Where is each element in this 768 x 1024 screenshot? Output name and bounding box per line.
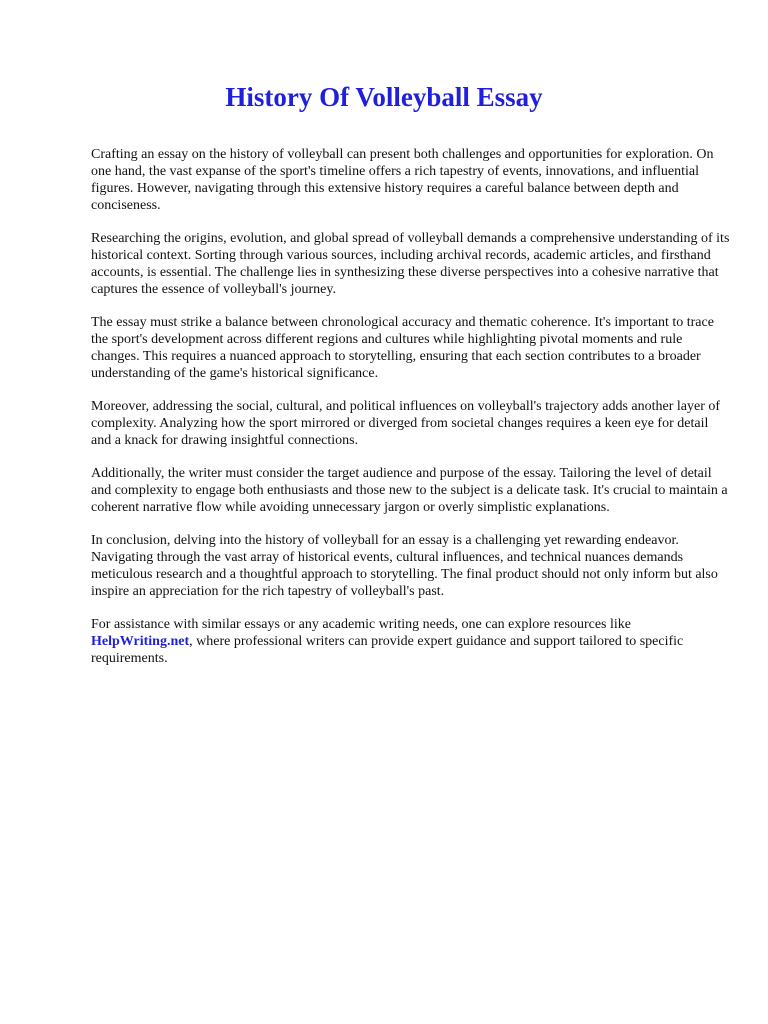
- closing-text-before-link: For assistance with similar essays or any academic writing needs, one can explore resources like: [91, 617, 631, 632]
- closing-paragraph: [91, 616, 731, 667]
- closing-text-after-link: , where professional writers can provide expert guidance and support tailored to specific requirements.: [91, 634, 684, 666]
- essay-body: [91, 146, 731, 683]
- paragraph-4: Moreover, addressing the social, cultural, and political influences on volleyball's trajectory adds another layer of complexity. Analyzing how the sport mirrored or diverged from societal changes requires a keen eye for detail and a knack for drawing insightful connections.: [91, 399, 721, 448]
- paragraph-5: Additionally, the writer must consider the target audience and purpose of the essay. Tailoring the level of detail and complexity to engage both enthusiasts and those new to the subject is a delicate task. It's crucial to maintain a coherent narrative flow while avoiding unnecessary jargon or overly simplistic explanations.: [91, 466, 728, 515]
- paragraph-6: In conclusion, delving into the history of volleyball for an essay is a challenging yet rewarding endeavor. Navigating through the vast array of historical events, cultural influences, and technical nuances demands meticulous research and a thoughtful approach to storytelling. The final product should not only inform but also inspire an appreciation for the rich tapestry of volleyball's past.: [91, 533, 718, 599]
- helpwriting-link[interactable]: HelpWriting.net: [91, 634, 190, 649]
- page-title: History Of Volleyball Essay: [225, 82, 543, 112]
- paragraph-1: Crafting an essay on the history of volleyball can present both challenges and opportunities for exploration. On one hand, the vast expanse of the sport's timeline offers a rich tapestry of events, innovations, and influential figures. However, navigating through this extensive history requires a careful balance between depth and conciseness.: [91, 147, 714, 213]
- paragraph-3: The essay must strike a balance between chronological accuracy and thematic coherence. It's important to trace the sport's development across different regions and cultures while highlighting pivotal moments and rule changes. This requires a nuanced approach to storytelling, ensuring that each section contributes to a broader understanding of the game's historical significance.: [91, 315, 714, 381]
- paragraph-2: Researching the origins, evolution, and global spread of volleyball demands a comprehensive understanding of its historical context. Sorting through various sources, including archival records, academic articles, and firsthand accounts, is essential. The challenge lies in synthesizing these diverse perspectives into a cohesive narrative that captures the essence of volleyball's journey.: [91, 231, 730, 297]
